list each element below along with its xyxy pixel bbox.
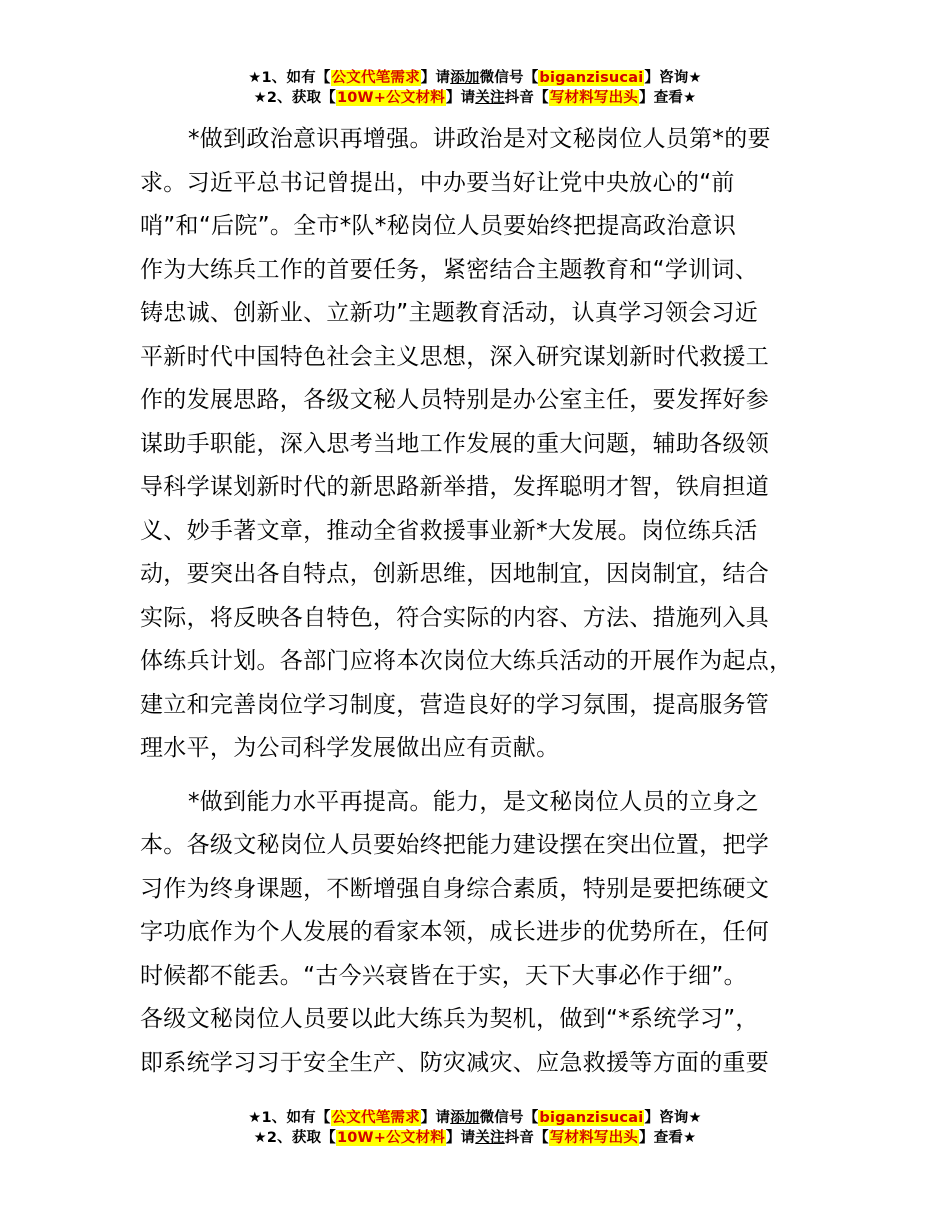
banner-highlight: 公文代笔需求 <box>331 1110 420 1126</box>
text-line: 实际，将反映各自特色，符合实际的内容、方法、措施列入具 <box>140 604 770 631</box>
banner-highlight: biganzisucai <box>539 1110 644 1126</box>
text-line: 作的发展思路，各级文秘人员特别是办公室主任，要发挥好参 <box>140 387 770 413</box>
paragraph <box>140 118 830 771</box>
text-line: 建立和完善岗位学习制度，营造良好的学习氛围，提高服务管 <box>140 691 770 718</box>
text-line: 时候都不能丢。“古今兴衰皆在于实，天下大事必作于细”。 <box>140 962 747 989</box>
text-line: 哨”和“后院”。全市*队*秘岗位人员要始终把提高政治意识 <box>140 213 737 239</box>
text-line: 导科学谋划新时代的新思路新举措，发挥聪明才智，铁肩担道 <box>140 474 770 500</box>
text-line: 理水平，为公司科学发展做出应有贡献。 <box>140 735 560 761</box>
document-body <box>140 118 830 1085</box>
banner-underlined: 关注 <box>475 1130 505 1146</box>
text-line: 体练兵计划。各部门应将本次岗位大练兵活动的开展作为起点， <box>140 648 793 674</box>
text-line: 铸忠诚、创新业、立新功”主题教育活动，认真学习领会习近 <box>140 300 759 326</box>
banner-text: 微信号【 <box>479 70 539 86</box>
banner-text: 】咨询★ <box>644 70 702 86</box>
banner-text: 】咨询★ <box>644 1110 702 1126</box>
banner-text: ★2、获取【 <box>253 1130 336 1146</box>
banner-line-1 <box>0 68 950 88</box>
banner-text: 】请 <box>420 1110 451 1126</box>
text-line: *做到能力水平再提高。能力，是文秘岗位人员的立身之 <box>188 788 759 815</box>
banner-highlight: 写材料写出头 <box>549 90 639 106</box>
banner-text: 】查看★ <box>639 90 697 106</box>
header-banner <box>0 68 950 108</box>
footer-banner <box>0 1108 950 1148</box>
text-line: *做到政治意识再增强。讲政治是对文秘岗位人员第*的要 <box>188 126 771 152</box>
text-line: 习作为终身课题，不断增强自身综合素质，特别是要把练硬文 <box>140 875 770 902</box>
paragraph-gap <box>140 771 830 781</box>
text-line: 各级文秘岗位人员要以此大练兵为契机，做到“*系统学习”， <box>140 1006 759 1032</box>
text-line: 即系统学习习于安全生产、防灾减灾、应急救援等方面的重要 <box>140 1049 770 1076</box>
banner-line-1 <box>0 1108 950 1128</box>
text-line: 平新时代中国特色社会主义思想，深入研究谋划新时代救援工 <box>140 343 770 370</box>
banner-text: 抖音【 <box>504 1130 549 1146</box>
banner-line-2 <box>0 88 950 108</box>
banner-highlight: 10W+公文材料 <box>336 1130 445 1146</box>
banner-underlined: 添加 <box>450 70 480 86</box>
text-line: 字功底作为个人发展的看家本领，成长进步的优势所在，任何 <box>140 919 770 945</box>
text-line: 义、妙手著文章，推动全省救援事业新*大发展。岗位练兵活 <box>140 517 758 544</box>
banner-text: ★1、如有【 <box>248 1110 331 1126</box>
banner-text: 】请 <box>445 1130 476 1146</box>
text-line: 动，要突出各自特点，创新思维，因地制宜，因岗制宜，结合 <box>140 561 770 587</box>
banner-highlight: 公文代笔需求 <box>331 70 420 86</box>
banner-highlight: 10W+公文材料 <box>336 90 445 106</box>
banner-underlined: 添加 <box>450 1110 480 1126</box>
text-line: 谋助手职能，深入思考当地工作发展的重大问题，辅助各级领 <box>140 430 770 457</box>
text-line: 求。习近平总书记曾提出，中办要当好让党中央放心的“前 <box>140 169 735 196</box>
banner-text: 】查看★ <box>639 1130 697 1146</box>
banner-text: 微信号【 <box>479 1110 539 1126</box>
banner-underlined: 关注 <box>475 90 505 106</box>
banner-text: 】请 <box>445 90 476 106</box>
text-line: 本。各级文秘岗位人员要始终把能力建设摆在突出位置，把学 <box>140 832 770 858</box>
text-line: 作为大练兵工作的首要任务，紧密结合主题教育和“学训词、 <box>140 256 759 283</box>
banner-text: ★2、获取【 <box>253 90 336 106</box>
banner-line-2 <box>0 1128 950 1148</box>
paragraph <box>140 781 830 1086</box>
banner-text: 抖音【 <box>504 90 549 106</box>
banner-text: 】请 <box>420 70 451 86</box>
banner-highlight: biganzisucai <box>539 70 644 86</box>
banner-text: ★1、如有【 <box>248 70 331 86</box>
banner-highlight: 写材料写出头 <box>549 1130 639 1146</box>
